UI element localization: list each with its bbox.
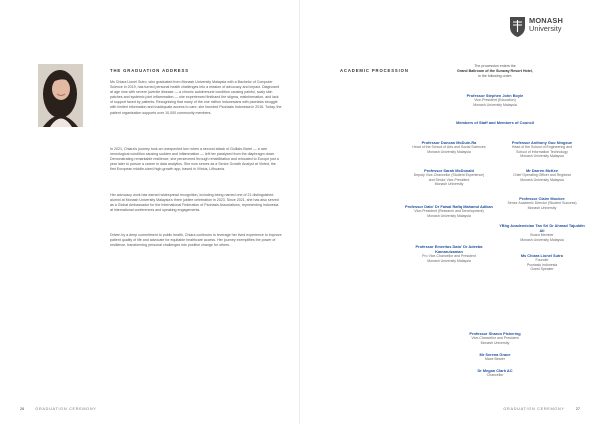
address-paragraph-3: Her advocacy work has earned widespread recognition, including being named one of 21 distinguished alumni at Monash University Malaysia's three jubilee celebration in 2023. Since 2021, she has also served as a Global Ambassador for the International Federation of Psoriasis Associations, representing Indonesia at international conferences and speaking engagements.: [110, 193, 279, 213]
col-right-entry-1: [497, 168, 587, 196]
col-right-entry-3: [497, 223, 587, 253]
intro-line-3: in the following order:: [477, 73, 513, 78]
entry-name: Professor Anthony Guo Ningxue: [511, 140, 573, 145]
closing-entry-1: [405, 352, 585, 368]
portrait-photo: [38, 64, 83, 127]
entry-role: Monash University Malaysia: [520, 154, 564, 159]
academic-procession-title: ACADEMIC PROCESSION: [340, 68, 409, 73]
entry-name: Professor Emeritus Dato' Dr Adeeba Kamarulzaman: [415, 244, 483, 254]
closing-entry-2: [405, 368, 585, 378]
entry-role: School of Information Technology: [516, 149, 568, 154]
staff-council-heading: Members of Staff and Members of Council: [456, 120, 534, 125]
graduation-address-title: THE GRADUATION ADDRESS: [110, 68, 189, 73]
right-footer: [503, 407, 580, 411]
logo-line-1: MONASH: [529, 16, 564, 25]
footer-label-left: GRADUATION CEREMONY: [35, 407, 97, 411]
entry-role: Mace Bearer: [484, 357, 506, 361]
entry-role: Head of the School of Arts and Social Sciences: [412, 145, 486, 149]
entry-name: Ms Chiara Lionel Sutro: [520, 253, 564, 258]
entry-role: Monash University Malaysia: [427, 149, 471, 154]
closing-entry-0: [405, 331, 585, 352]
left-footer: [20, 407, 97, 411]
portrait-image: [38, 64, 83, 127]
entry-role: Monash University Malaysia: [520, 177, 564, 182]
entry-role: Deputy Vice-Chancellor (Student Experience): [413, 173, 485, 177]
entry-name: Professor Duncan McDuie-Ra: [421, 140, 477, 145]
entry-role: Chief Operating Officer and Registrar: [513, 173, 571, 177]
marshal-role-2: Monash University Malaysia: [473, 102, 517, 107]
entry-role: Pro Vice-Chancellor and President: [422, 254, 476, 258]
entry-role: Monash University Malaysia: [520, 237, 564, 242]
address-paragraph-4: Driven by a deep commitment to public health, Chiara continues to leverage her lived experience to improve patient quality of life and advocate for equitable healthcare access. Her journey exemplifies the power of resilience, transforming personal challenges into positive change for others.: [110, 233, 282, 248]
marshal-entry: [405, 93, 585, 107]
entry-role: Vice-President (Research and Development): [414, 209, 484, 213]
marshal-role-1: Vice-President (Education): [474, 98, 516, 102]
col-right-entry-0: [497, 140, 587, 168]
entry-name: Mr Darren McKee: [525, 168, 558, 173]
marshal-name: Professor Stephen John Boyle: [466, 93, 524, 98]
entry-name: Professor Sarah McDonald: [424, 168, 474, 173]
entry-role: Founder: [535, 258, 549, 262]
footer-label-right: GRADUATION CEREMONY: [503, 407, 565, 411]
monash-wordmark: [529, 17, 563, 32]
procession-closing: [405, 331, 585, 378]
address-paragraph-2: In 2021, Chiara's journey took an unexpected turn when a second attack of Guillain-Barré — a rare neurological condition causing sudden and inflammation — left her paralysed from the diaphragm down. Demonstrating remarkable resilience, she persevered through rehabilitation and relocated to Europe just a year later to pursue a career in data analytics. She now serves as a Senior Growth Analyst at Vinted, the first European middle-sized high-growth app, based in Vilnius, Lithuania.: [110, 147, 279, 172]
intro-venue: Grand Ballroom of the Sunway Resort Hotel,: [457, 68, 533, 73]
entry-name: YBhg Academician Tan Sri Dr Ahmad Tajuddin Ali: [499, 223, 585, 233]
entry-role: Monash University Malaysia: [427, 258, 471, 263]
entry-role: Vice-Chancellor and President: [471, 336, 519, 340]
entry-role: Monash University: [480, 340, 510, 345]
col-right-entry-2: [497, 196, 587, 223]
entry-name: Mr Serena Grace: [479, 352, 511, 357]
procession-col-right: [497, 140, 587, 272]
entry-role: Chancellor: [486, 373, 504, 377]
entry-name: Professor Dato' Dr Faisal Rafiq Mahamd Adikan: [405, 204, 493, 209]
entry-role: Psoriasis Indonesia: [526, 262, 558, 267]
entry-role: Monash University Malaysia: [427, 213, 471, 218]
col-left-entry-3: [405, 244, 493, 263]
entry-role: Monash University: [434, 182, 464, 187]
address-paragraph-1: Ms Chiara Lionel Sutro, who graduated from Monash University Malaysia with a Bachelor of Computer Science in 2019, has turned personal health challenges into a mission of advocacy and impact. Diagnosed at age nine with severe juvenile disease — a chronic autoimmune condition causing painful, scaly skin patches and systemic joint inflammation — she experienced firsthand the stigma, misinformation, and lack of support faced by patients. Recognising that many of the one million Indonesians with psoriasis struggle with limited information and inadequate access to care, she founded Psoriasis Indonesia in 2016. Today, the patient organisation supports over 10,000 community members.: [110, 80, 282, 115]
entry-role: Head of the School of Engineering and: [511, 145, 573, 149]
page-number-right: 27: [575, 407, 580, 411]
procession-col-left: [405, 140, 493, 263]
col-left-entry-1: [405, 168, 493, 204]
entry-name: Dr Megan Clark AC: [477, 368, 513, 373]
intro-line-1: The procession enters the: [474, 64, 516, 68]
entry-role: Monash University: [527, 205, 557, 210]
col-right-entry-4: [497, 253, 587, 272]
logo-line-2: University: [529, 23, 562, 33]
entry-role: Senior Academic Director (Student Success): [507, 201, 577, 205]
page-number-left: 26: [20, 407, 25, 411]
entry-name: Professor Sharon Pickering: [469, 331, 521, 336]
entry-role: and Senior Vice-President: [428, 177, 470, 182]
entry-name: Professor Claire Mockee: [519, 196, 565, 201]
entry-role: Board Member: [530, 233, 554, 237]
procession-intro: [405, 64, 585, 78]
col-left-entry-0: [405, 140, 493, 168]
right-page: [300, 0, 600, 424]
entry-role: Guest Speaker: [530, 267, 554, 272]
col-left-entry-2: [405, 204, 493, 244]
